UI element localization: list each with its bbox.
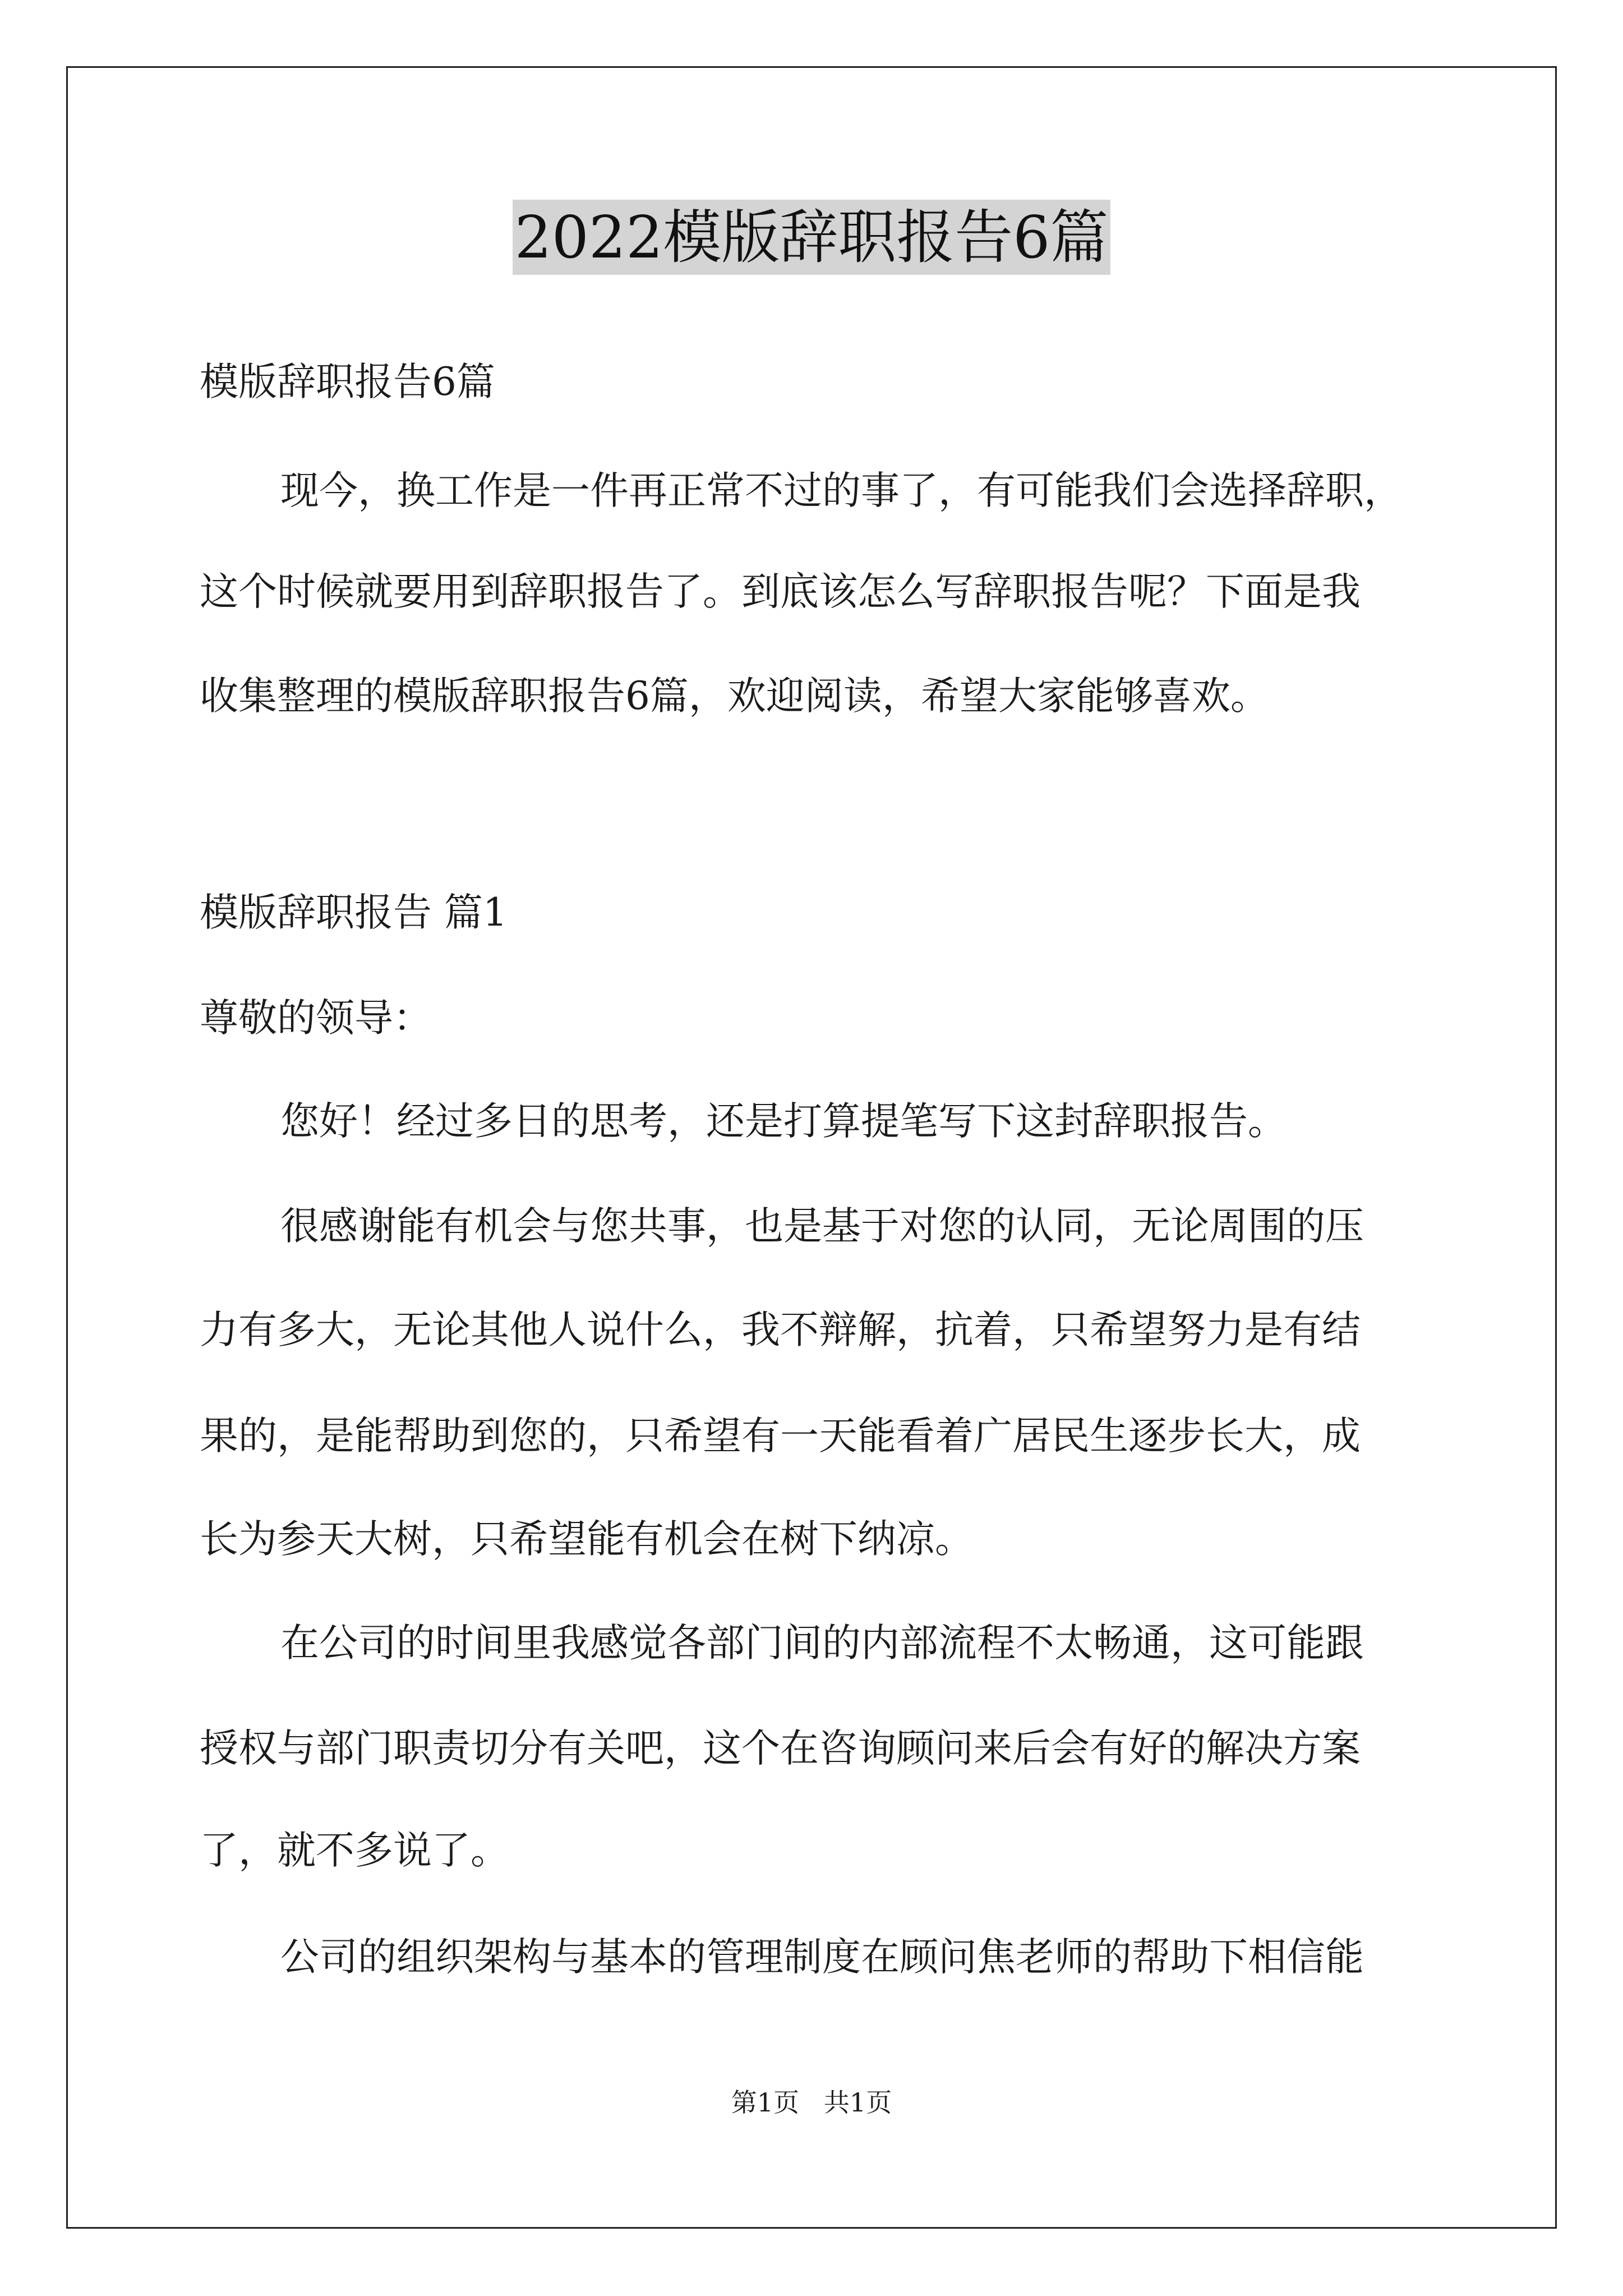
document-title: 2022模版辞职报告6篇 xyxy=(513,200,1111,275)
body-line-1: 您好！经过多日的思考，还是打算提笔写下这封辞职报告。 xyxy=(280,1099,1287,1144)
subtitle: 模版辞职报告6篇 xyxy=(200,360,495,404)
body-line-9: 公司的组织架构与基本的管理制度在顾问焦老师的帮助下相信能 xyxy=(280,1935,1364,1980)
body-line-8: 了，就不多说了。 xyxy=(200,1828,509,1873)
body-line-6: 在公司的时间里我感觉各部门间的内部流程不太畅通，这可能跟 xyxy=(280,1621,1364,1665)
body-line-3: 力有多大，无论其他人说什么，我不辩解，抗着，只希望努力是有结 xyxy=(200,1308,1361,1352)
intro-line-2: 这个时候就要用到辞职报告了。到底该怎么写辞职报告呢？下面是我 xyxy=(200,569,1361,614)
section-heading: 模版辞职报告 篇1 xyxy=(200,890,508,935)
body-line-4: 果的，是能帮助到您的，只希望有一天能看着广居民生逐步长大，成 xyxy=(200,1414,1361,1458)
page-number-footer: 第1页 共1页 xyxy=(731,2087,892,2118)
salutation: 尊敬的领导： xyxy=(200,996,432,1041)
body-line-5: 长为参天大树，只希望能有机会在树下纳凉。 xyxy=(200,1517,974,1562)
body-line-2: 很感谢能有机会与您共事，也是基于对您的认同，无论周围的压 xyxy=(280,1204,1364,1249)
intro-line-3: 收集整理的模版辞职报告6篇，欢迎阅读，希望大家能够喜欢。 xyxy=(200,674,1269,719)
intro-line-1: 现今，换工作是一件再正常不过的事了，有可能我们会选择辞职， xyxy=(280,468,1403,513)
title-container xyxy=(0,200,1623,275)
body-line-7: 授权与部门职责切分有关吧，这个在咨询顾问来后会有好的解决方案 xyxy=(200,1726,1361,1771)
